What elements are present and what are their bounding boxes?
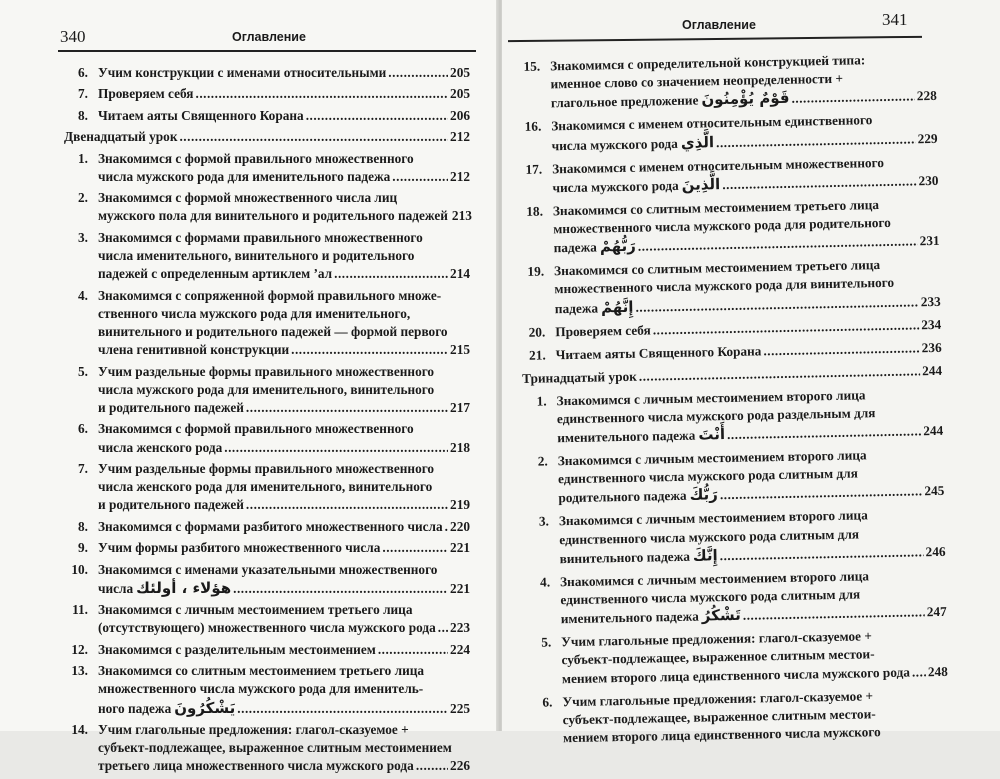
entry-line: единственного числа мужского рода слитным для bbox=[557, 465, 858, 487]
page-ref: 247 bbox=[926, 604, 947, 620]
entry-line: числа именительного, винительного и родительного bbox=[98, 247, 415, 263]
page-ref: 215 bbox=[450, 342, 470, 358]
dot-leader bbox=[438, 619, 448, 637]
entry-last-line bbox=[98, 757, 470, 775]
entry-title: числа мужского рода bbox=[551, 135, 678, 153]
running-header: Оглавление bbox=[232, 30, 306, 44]
entry-number: 4. bbox=[78, 287, 88, 303]
arabic-term: الَّذِي bbox=[680, 132, 715, 152]
dot-leader bbox=[237, 700, 448, 718]
entry-line: Знакомимся с именами указательными множественного bbox=[98, 561, 438, 577]
entry-number: 2. bbox=[537, 453, 548, 469]
entry-number: 11. bbox=[72, 602, 88, 618]
entry-number: 7. bbox=[78, 86, 88, 102]
entry-last-line bbox=[98, 341, 470, 359]
entry-line: множественного числа мужского рода для именитель- bbox=[98, 681, 424, 697]
entry-line: Знакомимся с формой правильного множественного bbox=[98, 150, 414, 166]
entry-number: 2. bbox=[78, 190, 88, 206]
dot-leader bbox=[416, 757, 448, 775]
page-number: 341 bbox=[882, 10, 908, 29]
left-page bbox=[0, 0, 498, 774]
entry-title: Проверяем себя bbox=[98, 86, 194, 102]
page-ref: 244 bbox=[921, 362, 943, 378]
entry-text bbox=[98, 460, 470, 515]
entry-number: 4. bbox=[539, 574, 551, 590]
entry-text bbox=[98, 662, 470, 718]
toc-entry bbox=[526, 566, 947, 630]
page-ref: 233 bbox=[920, 293, 941, 309]
entry-text bbox=[98, 64, 470, 82]
dot-leader bbox=[719, 543, 923, 565]
entry-text bbox=[64, 128, 470, 146]
entry-title: числа мужского рода для именительного падежа bbox=[98, 168, 391, 184]
entry-line: Знакомимся с формами правильного множественного bbox=[98, 229, 423, 245]
entry-line: множественного числа мужского рода для винительного bbox=[554, 275, 895, 297]
right-page bbox=[502, 0, 1000, 746]
entry-line: субъект-подлежащее, выраженное слитным местоимением bbox=[98, 740, 452, 756]
entry-text bbox=[561, 626, 948, 688]
page-ref: 218 bbox=[450, 439, 470, 455]
entry-title: падежей с определенным артиклем ʼал bbox=[98, 266, 333, 282]
entry-title: третьего лица множественного числа мужского рода bbox=[98, 758, 414, 774]
entry-text bbox=[562, 685, 949, 747]
entry-line: Знакомимся с именем относительным множественного bbox=[551, 154, 885, 176]
entry-line: мением второго лица единственного числа мужского bbox=[562, 724, 881, 746]
entry-text bbox=[98, 721, 470, 776]
toc-entry bbox=[64, 64, 470, 82]
page-ref: 220 bbox=[450, 518, 470, 534]
entry-text bbox=[550, 50, 937, 113]
entry-title: именительного падежа bbox=[557, 427, 696, 446]
toc-entry bbox=[64, 460, 470, 515]
toc-entry bbox=[64, 561, 470, 598]
toc-entry bbox=[64, 539, 470, 557]
entry-line: Знакомимся со слитным местоимением третьего лица bbox=[552, 196, 880, 219]
entry-text bbox=[555, 316, 941, 342]
entry-number: 12. bbox=[71, 641, 88, 657]
page-ref: 205 bbox=[450, 65, 470, 80]
dot-leader bbox=[334, 265, 448, 283]
entry-last-line bbox=[98, 699, 470, 718]
entry-title: Знакомимся с формами разбитого множественного числа bbox=[98, 518, 443, 534]
page-ref: 246 bbox=[925, 543, 946, 560]
dot-leader bbox=[382, 539, 448, 557]
dot-leader bbox=[727, 422, 922, 444]
page-ref: 244 bbox=[923, 422, 944, 439]
entry-number: 6. bbox=[542, 694, 553, 710]
entry-line: субъект-подлежащее, выраженное слитным местои- bbox=[562, 706, 876, 728]
entry-title: числа мужского рода bbox=[552, 177, 679, 196]
toc-entry bbox=[524, 445, 945, 509]
toc-entry bbox=[527, 626, 948, 689]
toc-entry bbox=[64, 721, 470, 776]
toc-entry bbox=[64, 287, 470, 360]
entry-line: Знакомимся с формой правильного множественного bbox=[98, 421, 414, 437]
toc-entry bbox=[520, 255, 941, 319]
dot-leader bbox=[716, 130, 916, 152]
page-ref: 229 bbox=[917, 130, 938, 146]
toc-entry bbox=[64, 601, 470, 637]
page-ref: 214 bbox=[450, 266, 470, 282]
toc-entry bbox=[525, 505, 946, 569]
toc-entry bbox=[64, 189, 470, 225]
page-ref: 205 bbox=[450, 86, 470, 102]
entry-number: 10. bbox=[71, 561, 88, 577]
entry-line: Учим глагольные предложения: глагол-сказуемое + bbox=[561, 628, 873, 650]
entry-text bbox=[98, 420, 470, 456]
entry-last-line bbox=[98, 539, 470, 557]
entry-number: 5. bbox=[78, 363, 88, 379]
dot-leader bbox=[639, 362, 921, 386]
page-ref: 225 bbox=[450, 700, 470, 716]
arabic-term: يَشْكُرُونَ bbox=[174, 698, 236, 717]
page-ref: 212 bbox=[450, 129, 470, 145]
header-rule bbox=[508, 36, 922, 42]
entry-number: 18. bbox=[526, 203, 544, 219]
entry-line: Знакомимся с определительной конструкцией типа: bbox=[550, 52, 866, 74]
page-ref: 212 bbox=[450, 168, 470, 184]
entry-last-line bbox=[555, 316, 941, 342]
page-ref: 236 bbox=[921, 339, 942, 355]
running-header: Оглавление bbox=[682, 18, 756, 32]
lesson-heading bbox=[522, 362, 942, 388]
entry-text bbox=[98, 189, 470, 225]
dot-leader bbox=[246, 496, 448, 514]
dot-leader bbox=[291, 341, 448, 359]
toc-entry bbox=[64, 85, 470, 103]
entry-line: Знакомимся с именем относительным единственного bbox=[551, 112, 873, 134]
entry-line: Учим глагольные предложения: глагол-сказуемое + bbox=[562, 687, 874, 709]
entry-title: Знакомимся с разделительным местоимением bbox=[98, 641, 376, 657]
arabic-term: إِنَّكَ bbox=[692, 546, 718, 565]
entry-line: Учим раздельные формы правильного множественного bbox=[98, 460, 435, 476]
dot-leader bbox=[233, 580, 448, 598]
dot-leader bbox=[224, 439, 448, 457]
entry-line: Знакомимся с личным местоимением второго лица bbox=[558, 507, 868, 529]
toc-entry bbox=[64, 107, 470, 125]
entry-title: и родительного падежей bbox=[98, 399, 244, 415]
entry-number: 3. bbox=[78, 229, 88, 245]
entry-title: Учим конструкции с именами относительными bbox=[98, 65, 387, 80]
entry-number: 3. bbox=[538, 513, 550, 530]
entry-text bbox=[98, 518, 470, 536]
dot-leader bbox=[912, 663, 926, 681]
arabic-term: إِنَّهُمْ bbox=[600, 297, 634, 317]
entry-text bbox=[558, 445, 945, 508]
entry-title: Двенадцатый урок bbox=[64, 129, 178, 145]
toc-entry bbox=[521, 316, 941, 342]
entry-title: глагольное предложение bbox=[550, 92, 699, 111]
dot-leader bbox=[722, 172, 917, 194]
table-of-contents bbox=[516, 50, 949, 753]
entry-text bbox=[98, 561, 470, 598]
entry-title: числа bbox=[98, 580, 134, 596]
dot-leader bbox=[378, 641, 448, 659]
dot-leader bbox=[638, 233, 918, 257]
lesson-heading bbox=[64, 128, 470, 146]
entry-number: 17. bbox=[525, 161, 543, 177]
arabic-term: تَشْكُرُ bbox=[701, 606, 741, 625]
entry-line: Знакомимся со слитным местоимением третьего лица bbox=[553, 257, 881, 279]
page-ref: 221 bbox=[450, 540, 470, 556]
page-ref: 219 bbox=[450, 497, 470, 513]
dot-leader bbox=[743, 604, 925, 626]
entry-line: числа женского рода для именительного, винительного bbox=[98, 479, 433, 495]
dot-leader bbox=[653, 316, 920, 339]
page-ref: 213 bbox=[451, 208, 472, 224]
entry-text bbox=[560, 566, 947, 629]
entry-number: 19. bbox=[527, 263, 545, 280]
entry-last-line bbox=[98, 439, 470, 457]
dot-leader bbox=[763, 339, 920, 360]
arabic-term: رَبُّكَ bbox=[689, 485, 719, 505]
dot-leader bbox=[720, 483, 923, 505]
toc-entry bbox=[522, 385, 943, 449]
header-rule bbox=[58, 50, 476, 52]
entry-title: (отсутствующего) множественного числа мужского рода bbox=[98, 620, 436, 636]
entry-number: 8. bbox=[78, 518, 88, 534]
toc-entry bbox=[64, 229, 470, 284]
entry-title: родительного падежа bbox=[558, 488, 687, 506]
entry-text bbox=[98, 601, 470, 637]
toc-entry bbox=[64, 363, 470, 418]
entry-title: Читаем аяты Священного Корана bbox=[98, 107, 304, 123]
entry-line: Знакомимся со слитным местоимением третьего лица bbox=[98, 663, 425, 679]
page-ref: 221 bbox=[450, 580, 470, 596]
entry-title: падежа bbox=[553, 239, 598, 256]
entry-number: 20. bbox=[528, 324, 546, 340]
arabic-term: قَوْمٌ يُؤْمِنُونَ bbox=[701, 89, 790, 109]
table-of-contents bbox=[64, 64, 470, 779]
entry-last-line bbox=[98, 496, 470, 514]
entry-number: 13. bbox=[71, 663, 88, 679]
page-ref: 228 bbox=[916, 88, 937, 104]
page-ref: 223 bbox=[450, 620, 470, 636]
entry-line: Знакомимся с личным местоимением второго лица bbox=[557, 447, 867, 469]
entry-number: 16. bbox=[524, 118, 542, 135]
entry-number: 8. bbox=[78, 107, 88, 123]
entry-text bbox=[559, 505, 946, 568]
entry-line: субъект-подлежащее, выраженное слитным местои- bbox=[561, 646, 875, 668]
entry-text bbox=[552, 153, 939, 198]
entry-title: и родительного падежей bbox=[98, 497, 244, 513]
entry-line: Учим глагольные предложения: глагол-сказуемое + bbox=[98, 721, 409, 737]
entry-line: Знакомимся с личным местоимением второго лица bbox=[556, 386, 866, 408]
entry-line: Учим раздельные формы правильного множественного bbox=[98, 363, 435, 379]
entry-title: Проверяем себя bbox=[555, 322, 651, 339]
toc-entry bbox=[64, 518, 470, 536]
entry-text bbox=[98, 107, 470, 125]
entry-line: множественного числа мужского рода для родительного bbox=[553, 214, 891, 237]
dot-leader bbox=[179, 128, 448, 146]
entry-line: винительного и родительного падежей — формой первого bbox=[98, 323, 448, 339]
entry-line: единственного числа мужского рода слитным для bbox=[559, 526, 860, 547]
entry-title: Учим формы разбитого множественного числа bbox=[98, 540, 381, 556]
entry-last-line bbox=[98, 85, 470, 103]
entry-text bbox=[553, 195, 940, 258]
entry-title: именительного падежа bbox=[560, 608, 699, 627]
entry-text bbox=[98, 229, 470, 284]
entry-last-line bbox=[98, 619, 470, 637]
entry-title: ного падежа bbox=[98, 700, 172, 716]
entry-line: Знакомимся с сопряженной формой правильного множе- bbox=[98, 287, 442, 303]
page-number: 340 bbox=[60, 27, 86, 46]
dot-leader bbox=[388, 64, 448, 82]
dot-leader bbox=[196, 85, 449, 103]
entry-line: числа мужского рода для именительного, винительного bbox=[98, 381, 435, 397]
entry-last-line bbox=[98, 399, 470, 417]
entry-title: мужского пола для винительного и родительного падежей bbox=[98, 208, 448, 224]
arabic-term: رَبُّهُمْ bbox=[599, 236, 636, 256]
page-ref: 231 bbox=[919, 233, 940, 249]
entry-number: 15. bbox=[523, 58, 541, 74]
toc-entry bbox=[64, 641, 470, 659]
entry-number: 6. bbox=[78, 421, 88, 437]
page-ref: 226 bbox=[450, 758, 470, 774]
toc-entry bbox=[517, 110, 938, 155]
toc-entry bbox=[516, 50, 937, 114]
page-ref: 230 bbox=[918, 172, 939, 189]
entry-number: 14. bbox=[71, 721, 88, 737]
entry-line: единственного числа мужского рода слитным для bbox=[560, 586, 861, 608]
entry-text bbox=[98, 287, 470, 360]
toc-entry bbox=[64, 150, 470, 186]
entry-title: Тринадцатый урок bbox=[522, 368, 637, 386]
toc-entry bbox=[519, 195, 940, 259]
entry-line: Знакомимся с личным местоимением второго лица bbox=[559, 568, 870, 590]
entry-last-line bbox=[98, 579, 470, 598]
toc-entry bbox=[64, 420, 470, 456]
entry-last-line bbox=[64, 128, 470, 146]
entry-title: члена генитивной конструкции bbox=[98, 342, 290, 358]
entry-line: именное слово со значением неопределенности + bbox=[550, 70, 844, 92]
entry-last-line bbox=[98, 641, 470, 659]
page-ref: 224 bbox=[450, 641, 470, 657]
dot-leader bbox=[246, 399, 448, 417]
entry-text bbox=[98, 85, 470, 103]
page-ref: 217 bbox=[450, 399, 470, 415]
dot-leader bbox=[445, 518, 448, 536]
entry-last-line bbox=[98, 107, 470, 125]
entry-number: 5. bbox=[541, 634, 552, 650]
entry-title: Читаем аяты Священного Корана bbox=[555, 342, 762, 362]
entry-last-line bbox=[522, 362, 942, 388]
entry-last-line bbox=[98, 265, 470, 283]
dot-leader bbox=[791, 88, 915, 109]
entry-text bbox=[98, 539, 470, 557]
entry-text bbox=[98, 641, 470, 659]
entry-line: единственного числа мужского рода раздельным для bbox=[556, 404, 876, 427]
entry-title: числа женского рода bbox=[98, 439, 223, 455]
entry-line: Знакомимся с личным местоимением третьего лица bbox=[98, 602, 413, 618]
entry-last-line bbox=[556, 339, 942, 365]
entry-last-line bbox=[98, 168, 470, 186]
toc-entry bbox=[522, 339, 942, 365]
dot-leader bbox=[392, 168, 448, 186]
entry-title: падежа bbox=[554, 300, 599, 316]
entry-number: 21. bbox=[528, 347, 546, 363]
entry-text bbox=[556, 385, 943, 448]
entry-text bbox=[98, 363, 470, 418]
entry-last-line bbox=[98, 207, 470, 225]
entry-text bbox=[551, 110, 938, 155]
entry-line: ственного числа мужского рода для именительного, bbox=[98, 305, 411, 321]
entry-text bbox=[98, 150, 470, 186]
arabic-term: هؤلاء ، أولئك bbox=[136, 578, 232, 597]
entry-number: 1. bbox=[536, 393, 547, 409]
arabic-term: الَّذِينَ bbox=[681, 174, 721, 194]
entry-number: 9. bbox=[78, 540, 88, 556]
page-ref: 206 bbox=[450, 107, 470, 123]
entry-last-line bbox=[98, 518, 470, 536]
entry-text bbox=[554, 255, 941, 318]
entry-number: 6. bbox=[78, 65, 88, 80]
entry-number: 7. bbox=[78, 460, 88, 476]
toc-entry bbox=[528, 685, 949, 748]
entry-number: 1. bbox=[78, 150, 88, 166]
page-ref: 234 bbox=[921, 316, 942, 332]
entry-line: Знакомимся с формой множественного числа лиц bbox=[98, 190, 398, 206]
toc-entry bbox=[518, 153, 939, 198]
arabic-term: أَنْتَ bbox=[698, 425, 726, 444]
entry-title: мением второго лица единственного числа мужского рода bbox=[561, 664, 911, 686]
entry-last-line bbox=[98, 64, 470, 82]
toc-entry bbox=[64, 662, 470, 718]
page-ref: 245 bbox=[924, 483, 945, 499]
entry-text bbox=[556, 339, 942, 365]
entry-title: винительного падежа bbox=[559, 548, 691, 567]
dot-leader bbox=[306, 107, 448, 125]
entry-text bbox=[522, 362, 942, 388]
page-ref: 248 bbox=[927, 663, 948, 679]
